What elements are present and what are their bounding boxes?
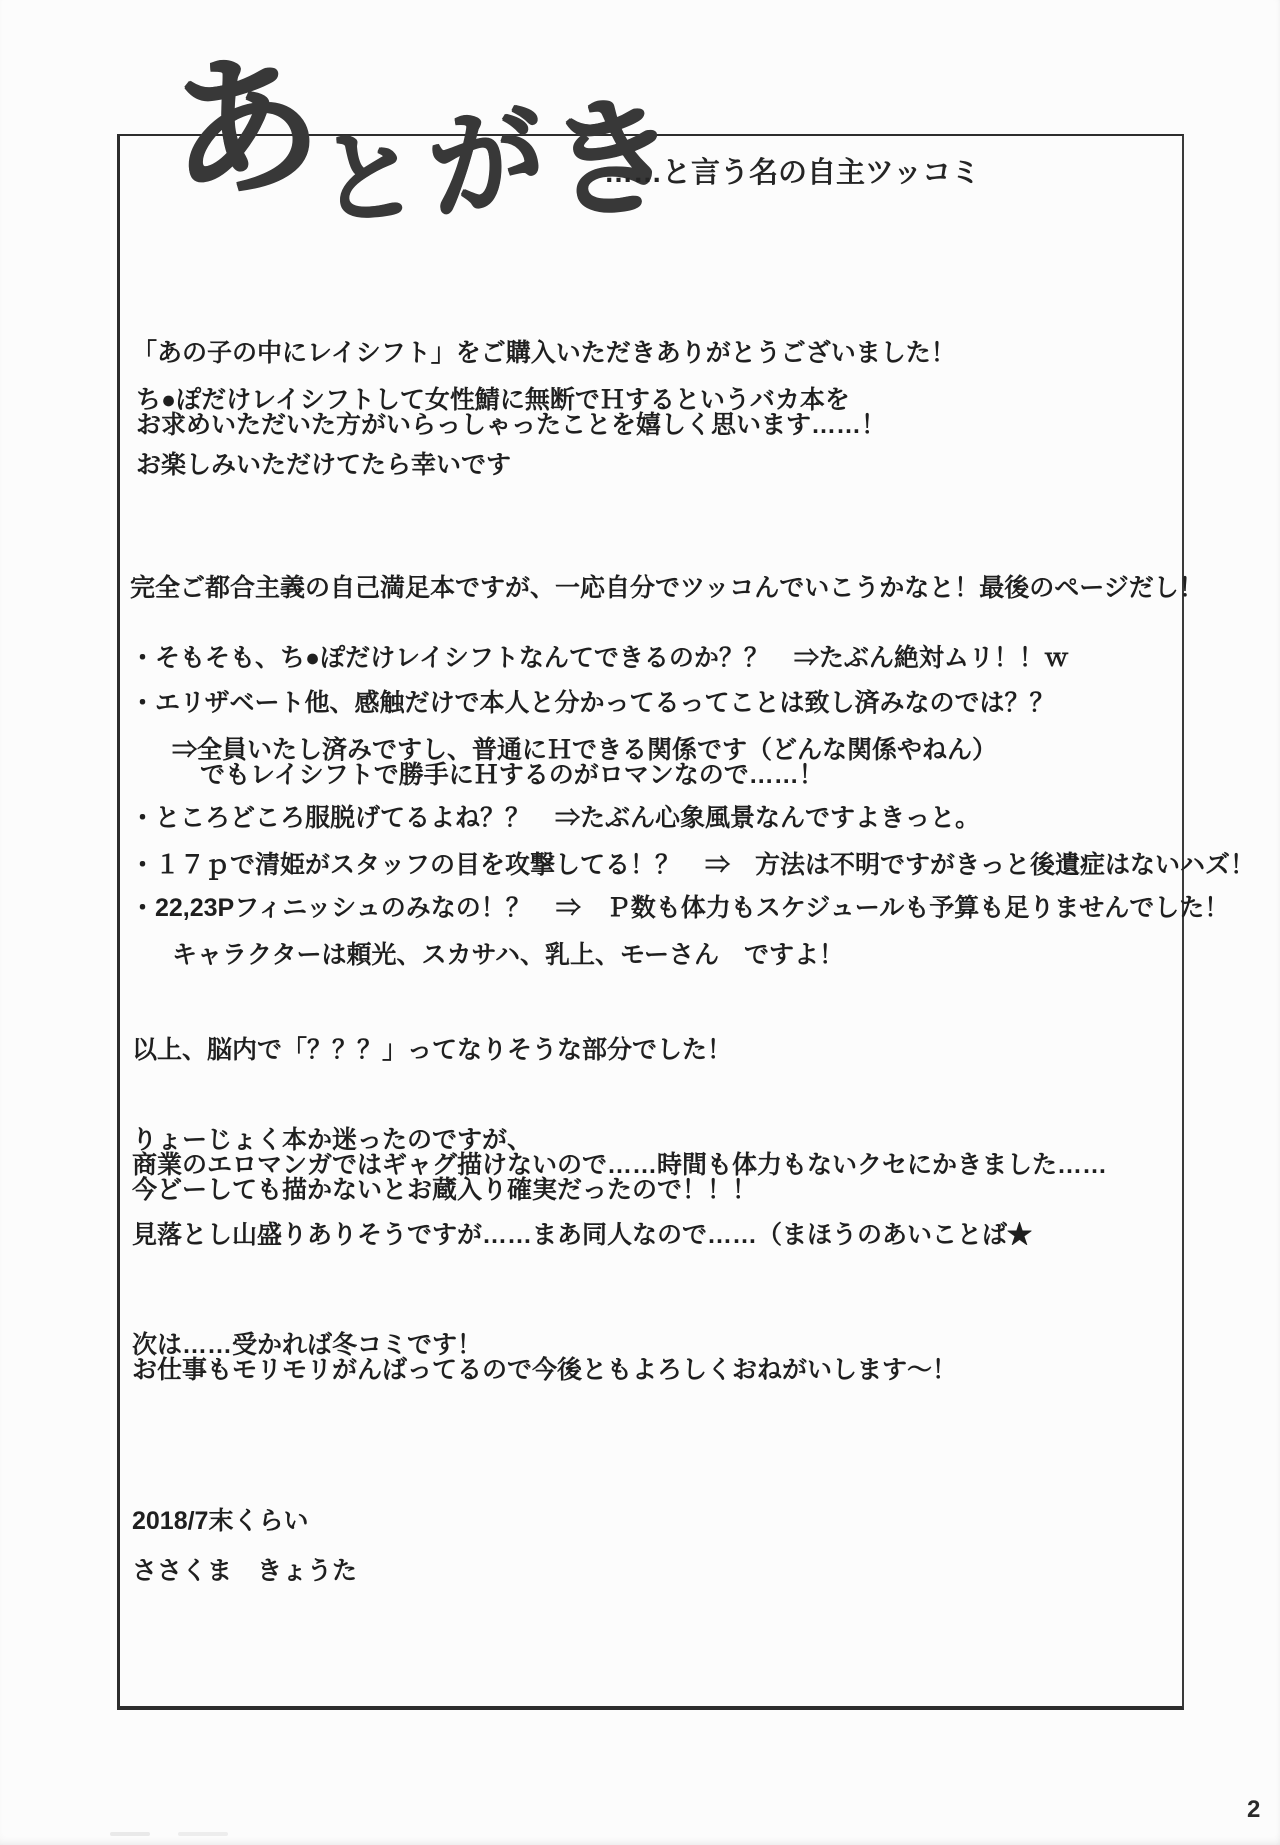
text-line: お楽しみいただけてたら幸いです [136, 451, 512, 479]
text-line: ⇒全員いたし済みですし、普通にＨできる関係です（どんな関係やねん） [172, 736, 998, 764]
title-char: が [419, 89, 553, 235]
title-char: あ [159, 35, 329, 221]
author-signature: ささくま きょうた [132, 1557, 358, 1585]
date-line: 2018/7末くらい [132, 1507, 309, 1535]
text-line: でもレイシフトで勝手にＨするのがロマンなので……！ [200, 761, 824, 789]
text-line: 見落とし山盛りありそうですが……まあ同人なので……（まほうのあいことば★ [132, 1221, 1033, 1249]
text-line: 「あの子の中にレイシフト」をご購入いただきありがとうございました！ [132, 339, 956, 367]
text-line: キャラクターは頼光、スカサハ、乳上、モーさん ですよ！ [172, 941, 845, 969]
text-line: ・１７ｐで清姫がスタッフの目を攻撃してる！？ ⇒ 方法は不明ですがきっと後遺症はないハズ！ [130, 851, 1256, 879]
title-char: と [315, 119, 421, 237]
title-subtitle: ……と言う名の自主ツッコミ [604, 157, 981, 189]
text-line: りょーじょく本か迷ったのですが、 [132, 1126, 533, 1154]
text-line: ・そもそも、ち●ぽだけレイシフトなんてできるのか？？ ⇒たぶん絶対ムリ！！ｗ [130, 644, 1069, 672]
scan-smudge [178, 1832, 228, 1836]
text-line: ・エリザベート他、感触だけで本人と分かってるってことは致し済みなのでは？？ [130, 689, 1055, 717]
scan-smudge [110, 1832, 150, 1836]
text-line: 以上、脳内で「？？？」ってなりそうな部分でした！ [132, 1036, 733, 1064]
text-line: ・ところどころ服脱げてるよね？？ ⇒たぶん心象風景なんですよきっと。 [130, 804, 981, 832]
text-line: お仕事もモリモリがんばってるので今後ともよろしくおねがいします～！ [132, 1356, 958, 1384]
title-char: き [543, 83, 681, 236]
page-number: 2 [1247, 1796, 1261, 1823]
text-line: 商業のエロマンガではギャグ描けないので……時間も体力もないクセにかきました…… [132, 1151, 1108, 1179]
text-line: お求めいただいた方がいらっしゃったことを嬉しく思います……！ [136, 411, 887, 439]
text-line: 完全ご都合主義の自己満足本ですが、一応自分でツッコんでいこうかなと！最後のページだし！ [130, 574, 1204, 602]
text-line: ち●ぽだけレイシフトして女性鯖に無断でＨするというバカ本を [136, 386, 850, 414]
text-line: 今どーしても描かないとお蔵入り確実だったので！！！ [132, 1176, 758, 1204]
text-line: 次は……受かれば冬コミです！ [132, 1331, 483, 1359]
text-line: ・22,23Pフィニッシュのみなの！？ ⇒ Ｐ数も体力もスケジュールも予算も足りませんでした！ [130, 894, 1230, 922]
